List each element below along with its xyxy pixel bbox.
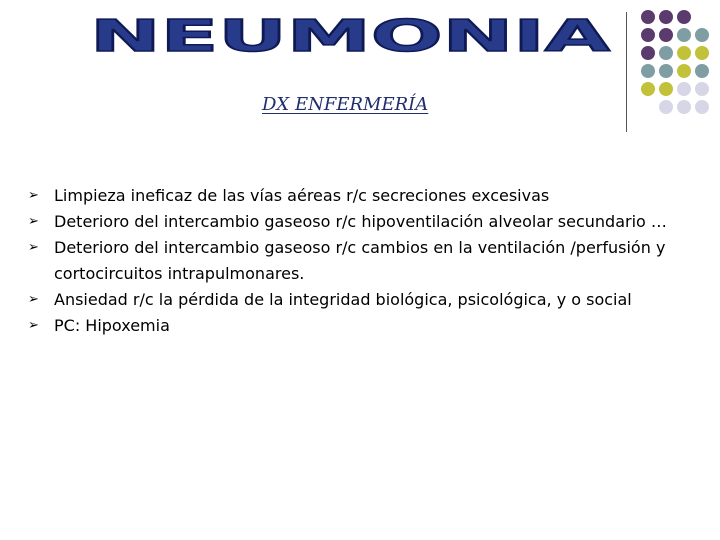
decorative-dot <box>677 46 691 60</box>
bullet-text: Deterioro del intercambio gaseoso r/c cambios en la ventilación /perfusión y cortocircuitos intrapulmonares. <box>54 238 666 283</box>
arrowhead-bullet-icon: ➢ <box>28 188 39 203</box>
decorative-dot <box>695 28 709 42</box>
decorative-dot <box>695 46 709 60</box>
title-divider-line <box>626 12 627 132</box>
bullet-item <box>28 209 708 235</box>
decorative-dot <box>695 100 709 114</box>
decorative-dot <box>659 46 673 60</box>
decorative-dot <box>695 82 709 96</box>
decorative-dot <box>677 100 691 114</box>
decorative-dot <box>641 82 655 96</box>
bullet-text: Ansiedad r/c la pérdida de la integridad biológica, psicológica, y o social <box>54 290 632 309</box>
slide-subtitle: DX ENFERMERÍA <box>262 94 429 115</box>
arrowhead-bullet-icon: ➢ <box>28 240 39 255</box>
decorative-dot <box>659 28 673 42</box>
bullet-list <box>28 183 708 339</box>
arrowhead-bullet-icon: ➢ <box>28 214 39 229</box>
decorative-dot <box>695 64 709 78</box>
bullet-item <box>28 235 708 287</box>
decorative-dot <box>677 64 691 78</box>
decorative-dot <box>677 28 691 42</box>
arrowhead-bullet-icon: ➢ <box>28 292 39 307</box>
slide-title: NEUMONIA <box>90 11 610 60</box>
decorative-dot <box>641 10 655 24</box>
bullet-item <box>28 313 708 339</box>
decorative-dot <box>659 82 673 96</box>
decorative-dot <box>641 64 655 78</box>
bullet-text: Deterioro del intercambio gaseoso r/c hipoventilación alveolar secundario … <box>54 212 667 231</box>
decorative-dot <box>641 28 655 42</box>
decorative-dot <box>659 10 673 24</box>
slide-title-wordart <box>80 10 620 60</box>
arrowhead-bullet-icon: ➢ <box>28 318 39 333</box>
bullet-item <box>28 183 708 209</box>
decorative-dot <box>677 82 691 96</box>
bullet-text: Limpieza ineficaz de las vías aéreas r/c secreciones excesivas <box>54 186 550 205</box>
decorative-dot-grid <box>635 8 715 118</box>
bullet-item <box>28 287 708 313</box>
decorative-dot <box>641 46 655 60</box>
decorative-dot <box>677 10 691 24</box>
decorative-dot <box>659 100 673 114</box>
decorative-dot <box>659 64 673 78</box>
bullet-text: PC: Hipoxemia <box>54 316 170 335</box>
